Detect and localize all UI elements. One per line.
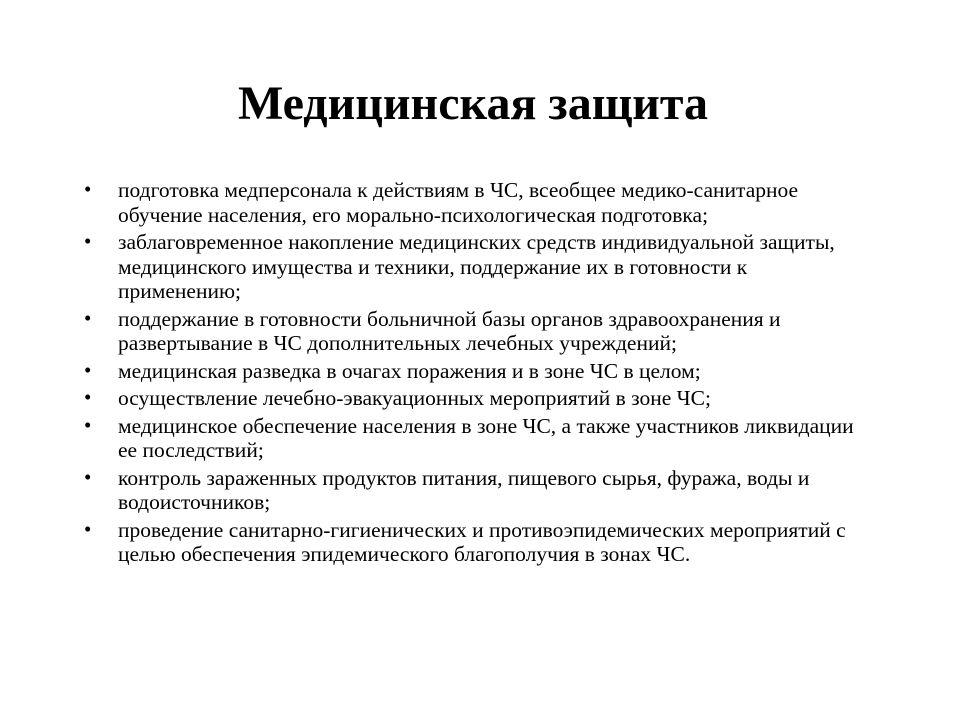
list-item-text: контроль зараженных продуктов питания, пищевого сырья, фуража, воды и водоисточников;: [118, 465, 810, 514]
bullet-dot-icon: •: [84, 385, 92, 409]
list-item-text: проведение санитарно-гигиенических и противоэпидемических мероприятий с целью обеспечения эпидемического благополучия в зонах ЧС.: [118, 517, 846, 566]
list-item: [84, 466, 874, 515]
list-item-text: медицинское обеспечение населения в зоне ЧС, а также участников ликвидации ее последствий;: [118, 413, 854, 462]
list-item-text: поддержание в готовности больничной базы органов здравоохранения и развертывание в ЧС дополнительных лечебных учреждений;: [118, 306, 781, 355]
list-item: [84, 518, 874, 567]
bullet-dot-icon: •: [84, 357, 92, 382]
slide-title: Медицинская защита: [237, 77, 709, 130]
list-item-text: медицинская разведка в очагах поражения и в зоне ЧС в целом;: [118, 358, 701, 383]
list-item-text: осуществление лечебно-эвакуационных мероприятий в зоне ЧС;: [118, 386, 711, 410]
bullet-dot-icon: •: [84, 229, 92, 253]
bullet-list: [84, 178, 874, 570]
list-item-text: заблаговременное накопление медицинских средств индивидуальной защиты, медицинского имущества и техники, поддержание их в готовности к применению;: [118, 230, 835, 303]
list-item: [84, 307, 874, 356]
bullet-dot-icon: •: [84, 464, 92, 489]
list-item: [84, 359, 874, 384]
bullet-dot-icon: •: [84, 177, 92, 201]
bullet-dot-icon: •: [84, 516, 92, 541]
list-item: [84, 414, 874, 463]
list-item: [84, 386, 874, 411]
list-item: [84, 178, 874, 227]
bullet-dot-icon: •: [84, 305, 92, 330]
list-item: [84, 230, 874, 304]
list-item-text: подготовка медперсонала к действиям в ЧС, всеобщее медико-санитарное обучение населения, его морально-психологическая подготовка;: [118, 178, 799, 227]
bullet-dot-icon: •: [84, 412, 92, 437]
